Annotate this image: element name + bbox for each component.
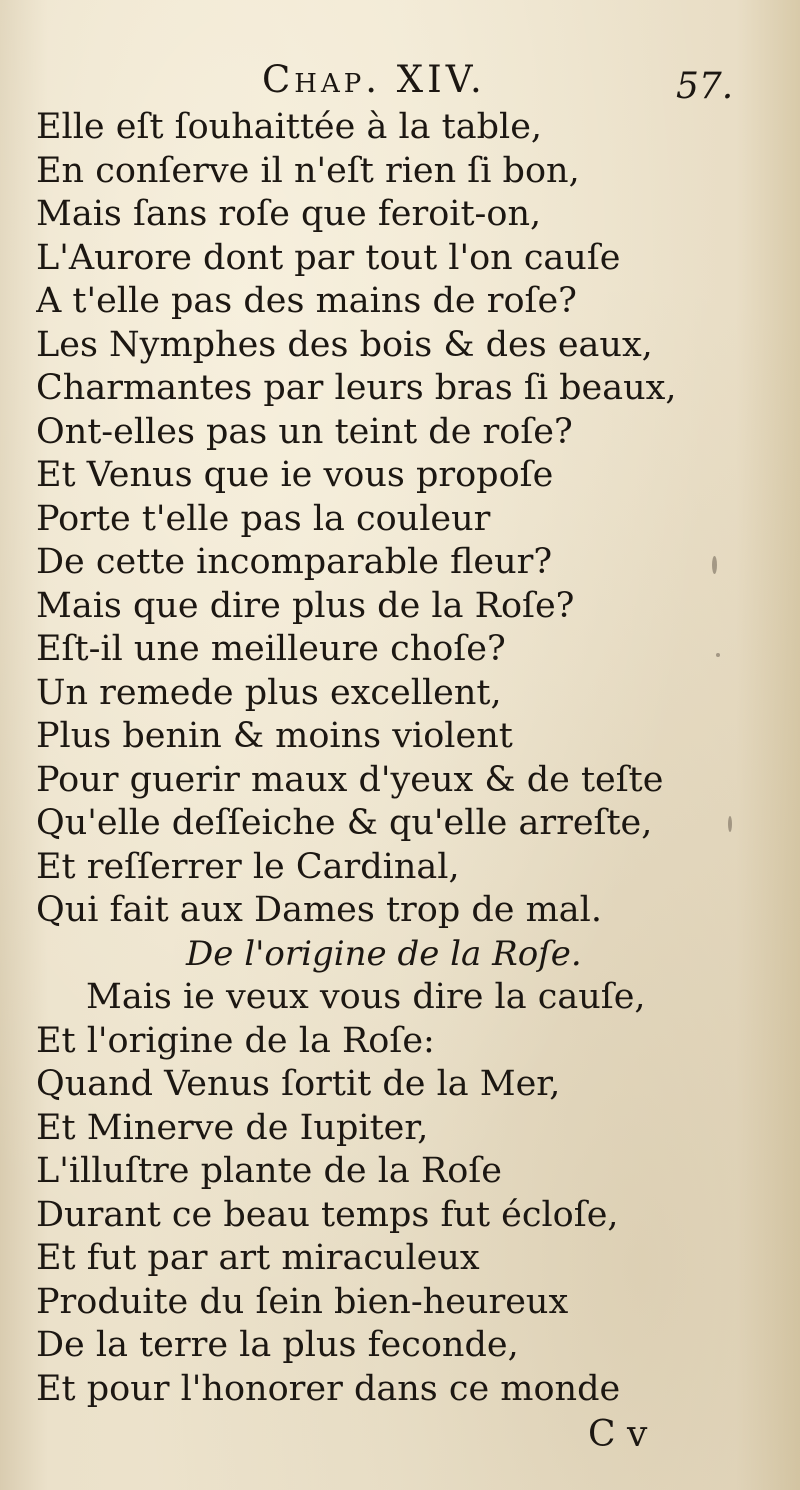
- verse-line: Porte t'elle pas la couleur: [36, 498, 491, 539]
- verse-line: Et fut par art miraculeux: [36, 1238, 480, 1278]
- verse-line: Quand Venus ſortit de la Mer,: [36, 1064, 561, 1104]
- verse-line: Et l'origine de la Roſe:: [36, 1020, 435, 1061]
- verse-line: Et Venus que ie vous propoſe: [36, 455, 554, 495]
- running-head: Chap. XIV.: [262, 58, 486, 101]
- verse-line: Mais ſans roſe que feroit-on,: [36, 194, 542, 234]
- verse-line: Et Minerve de Iupiter,: [36, 1107, 429, 1148]
- ink-speck: [728, 816, 732, 832]
- verse-line: Les Nymphes des bois & des eaux,: [36, 324, 653, 365]
- verse-line: Un remede plus excellent,: [36, 672, 502, 713]
- verse-line: Produite du ſein bien-heureux: [36, 1281, 569, 1322]
- verse-line: Eſt-il une meilleure choſe?: [36, 629, 506, 669]
- verse-line: Ont-elles pas un teint de roſe?: [36, 411, 573, 452]
- verse-line: Durant ce beau temps fut écloſe,: [36, 1194, 619, 1235]
- poem-text: [36, 106, 726, 1411]
- verse-line: Mais ie veux vous dire la cauſe,: [86, 977, 646, 1017]
- verse-line: Charmantes par leurs bras ſi beaux,: [36, 368, 677, 408]
- ink-speck: [716, 653, 720, 657]
- verse-line: En conſerve il n'eſt rien ſi bon,: [36, 150, 580, 191]
- verse-line: De cette incomparable fleur?: [36, 542, 553, 582]
- verse-line: Qu'elle deſſeiche & qu'elle arreſte,: [36, 803, 653, 843]
- verse-line: Plus benin & moins violent: [36, 716, 513, 756]
- verse-line: Et reſſerrer le Cardinal,: [36, 846, 460, 887]
- verse-line: A t'elle pas des mains de roſe?: [36, 281, 577, 321]
- section-heading: De l'origine de la Roſe.: [186, 933, 582, 974]
- verse-line: Et pour l'honorer dans ce monde: [36, 1368, 621, 1409]
- page-number: 57.: [676, 66, 734, 107]
- verse-line: De la terre la plus feconde,: [36, 1325, 519, 1365]
- verse-line: L'illuſtre plante de la Roſe: [36, 1151, 503, 1191]
- verse-line: Qui fait aux Dames trop de mal.: [36, 890, 602, 930]
- verse-line: Elle eſt ſouhaittée à la table,: [36, 107, 543, 147]
- ink-speck: [712, 556, 717, 574]
- verse-line: L'Aurore dont par tout l'on cauſe: [36, 237, 621, 278]
- verse-line: Pour guerir maux d'yeux & de teſte: [36, 759, 664, 800]
- verse-line: Mais que dire plus de la Roſe?: [36, 585, 575, 626]
- signature-mark: C v: [588, 1414, 648, 1455]
